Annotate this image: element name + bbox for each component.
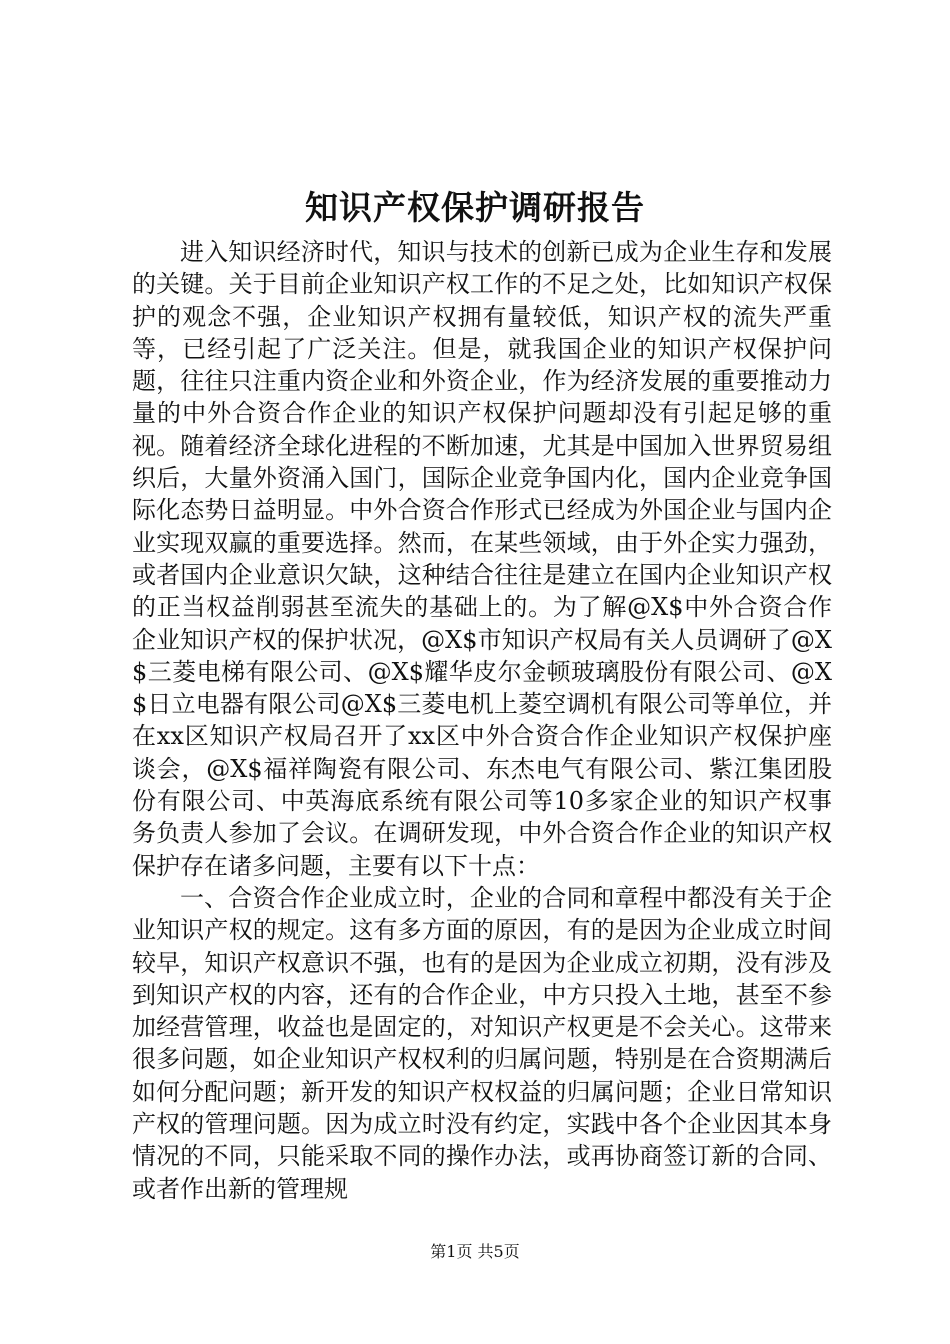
page-footer: 第1页 共5页 (430, 1242, 520, 1261)
paragraph-intro: 进入知识经济时代，知识与技术的创新已成为企业生存和发展的关键。关于目前企业知识产权工作的不足之处，比如知识产权保护的观念不强，企业知识产权拥有量较低，知识产权的流失严重等，已经引起了广泛关注。但是，就我国企业的知识产权保护问题，往往只注重内资企业和外资企业，作为经济发展的重要推动力量的中外合资合作企业的知识产权保护问题却没有引起足够的重视。随着经济全球化进程的不断加速，尤其是中国加入世界贸易组织后，大量外资涌入国门，国际企业竞争国内化，国内企业竞争国际化态势日益明显。中外合资合作形式已经成为外国企业与国内企业实现双赢的重要选择。然而，在某些领域，由于外企实力强劲，或者国内企业意识欠缺，这种结合往往是建立在国内企业知识产权的正当权益削弱甚至流失的基础上的。为了解@X$中外合资合作企业知识产权的保护状况，@X$市知识产权局有关人员调研了@X$三菱电梯有限公司、@X$耀华皮尔金顿玻璃股份有限公司、@X$日立电器有限公司@X$三菱电机上菱空调机有限公司等单位，并在xx区知识产权局召开了xx区中外合资合作企业知识产权保护座谈会，@X$福祥陶瓷有限公司、东杰电气有限公司、紫江集团股份有限公司、中英海底系统有限公司等10多家企业的知识产权事务负责人参加了会议。在调研发现，中外合资合作企业的知识产权保护存在诸多问题，主要有以下十点： (132, 238, 832, 880)
paragraph-point-one: 一、合资合作企业成立时，企业的合同和章程中都没有关于企业知识产权的规定。这有多方面的原因，有的是因为企业成立时间较早，知识产权意识不强，也有的是因为企业成立初期，没有涉及到知识产权的内容，还有的合作企业，中方只投入土地，甚至不参加经营管理，收益也是固定的，对知识产权更是不会关心。这带来很多问题，如企业知识产权权利的归属问题，特别是在合资期满后如何分配问题；新开发的知识产权权益的归属问题；企业日常知识产权的管理问题。因为成立时没有约定，实践中各个企业因其本身情况的不同，只能采取不同的操作办法，或再协商签订新的合同、或者作出新的管理规 (132, 883, 832, 1203)
document-title: 知识产权保护调研报告 (305, 188, 645, 227)
document-body (132, 236, 832, 1205)
